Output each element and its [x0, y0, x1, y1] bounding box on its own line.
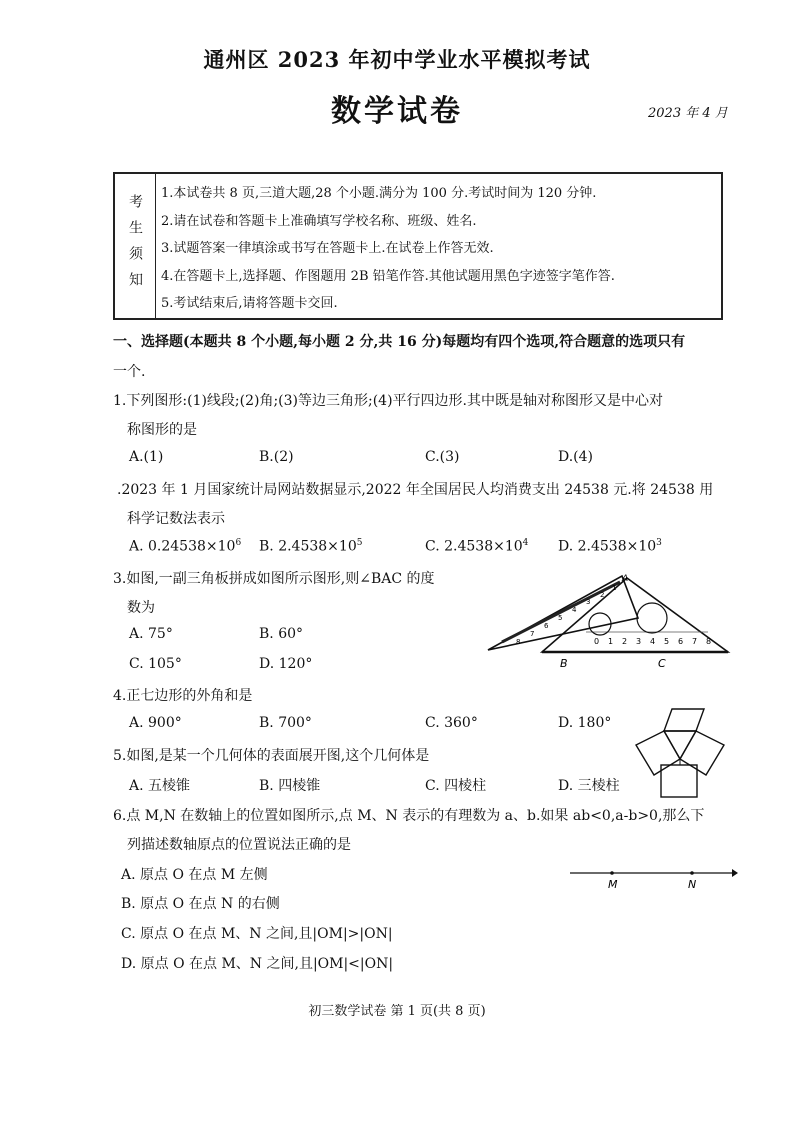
slant-tick-label: 4 — [572, 606, 577, 614]
triangle-face — [664, 731, 696, 759]
question-2-text-cont: 科学记数法表示 — [127, 511, 225, 527]
number-line-figure — [568, 862, 738, 892]
point-b-label: B — [560, 657, 568, 670]
exam-title: 通州区 2023 年初中学业水平模拟考试 — [203, 47, 591, 72]
q4-option-c: C. 360° — [425, 715, 478, 731]
rect-face-top — [664, 709, 704, 731]
q4-option-b: B. 700° — [259, 715, 312, 731]
q3-option-a: A. 75° — [129, 626, 173, 642]
q6-option-b: B. 原点 O 在点 N 的右侧 — [121, 896, 280, 912]
q4-option-d: D. 180° — [558, 715, 612, 731]
q6-option-a: A. 原点 O 在点 M 左侧 — [121, 867, 268, 883]
q2-option-d-base: D. 2.4538×10 — [558, 538, 657, 555]
point-c-label: C — [658, 657, 666, 670]
q2-option-b — [259, 538, 362, 555]
ruler-tick-label: 3 — [636, 637, 642, 646]
question-6-text-cont: 列描述数轴原点的位置说法正确的是 — [127, 837, 351, 853]
triangle-figure — [482, 570, 734, 670]
question-1-text-cont: 称图形的是 — [127, 422, 197, 438]
question-6-text: 6.点 M,N 在数轴上的位置如图所示,点 M、N 表示的有理数为 a、b.如果 ab<0,a-b>0,那么下 — [113, 808, 705, 824]
q3-option-c: C. 105° — [129, 656, 182, 672]
prism-net-figure — [628, 707, 734, 801]
q1-option-d: D.(4) — [558, 449, 594, 465]
page-footer: 初三数学试卷 第 1 页(共 8 页) — [308, 1004, 486, 1019]
ruler-tick-label: 0 — [594, 637, 600, 646]
q5-option-a: A. 五棱锥 — [129, 778, 191, 794]
question-2-text: .2023 年 1 月国家统计局网站数据显示,2022 年全国居民人均消费支出 24538 元.将 24538 用 — [117, 482, 714, 498]
notice-item: 4.在答题卡上,选择题、作图题用 2B 铅笔作答.其他试题用黑色字迹签字笔作答. — [161, 268, 615, 284]
notice-items — [161, 180, 615, 318]
q6-option-c: C. 原点 O 在点 M、N 之间,且|OM|>|ON| — [121, 926, 393, 942]
q1-option-b: B.(2) — [259, 449, 294, 465]
q1-option-c: C.(3) — [425, 449, 460, 465]
notice-label-text: 考生须知 — [127, 194, 143, 298]
ruler-tick-label: 8 — [706, 637, 712, 646]
rect-face-left — [636, 731, 680, 775]
q4-option-a: A. 900° — [129, 715, 182, 731]
section-heading: 一、选择题(本题共 8 个小题,每小题 2 分,共 16 分)每题均有四个选项,符合题意的选项只有 — [113, 334, 686, 350]
q2-option-c-exp: 4 — [522, 538, 529, 548]
point-m — [610, 871, 614, 875]
q2-option-d — [558, 538, 662, 555]
q2-option-b-base: B. 2.4538×10 — [259, 538, 357, 555]
slant-tick-label: 7 — [530, 630, 535, 638]
q6-option-d: D. 原点 O 在点 M、N 之间,且|OM|<|ON| — [121, 956, 394, 972]
notice-item: 3.试题答案一律填涂或书写在答题卡上.在试卷上作答无效. — [161, 241, 494, 256]
q2-option-d-exp: 3 — [656, 538, 662, 548]
q2-option-a-exp: 6 — [235, 538, 242, 548]
notice-item: 1.本试卷共 8 页,三道大题,28 个小题.满分为 100 分.考试时间为 120 分钟. — [161, 186, 597, 201]
question-4-text: 4.正七边形的外角和是 — [113, 688, 253, 704]
q2-option-b-exp: 5 — [356, 538, 363, 548]
question-1-text: 1.下列图形:(1)线段;(2)角;(3)等边三角形;(4)平行四边形.其中既是轴对称图形又是中心对 — [113, 393, 663, 409]
question-5-text: 5.如图,是某一个几何体的表面展开图,这个几何体是 — [113, 748, 430, 764]
notice-box — [113, 172, 723, 320]
ruler-tick-label: 1 — [608, 637, 614, 646]
exam-subtitle: 数学试卷 — [331, 94, 463, 129]
section-heading-cont: 一个. — [113, 364, 146, 380]
number-line-arrow — [732, 869, 738, 877]
notice-label — [115, 174, 156, 318]
point-n — [690, 871, 694, 875]
q1-option-a: A.(1) — [129, 449, 164, 465]
q5-option-d: D. 三棱柱 — [558, 778, 620, 794]
q3-option-b: B. 60° — [259, 626, 304, 642]
slant-tick-label: 1 — [612, 584, 617, 592]
question-3-text-cont: 数为 — [127, 600, 155, 616]
ruler-tick-label: 7 — [692, 637, 698, 646]
q5-option-b: B. 四棱锥 — [259, 778, 321, 794]
ruler-tick-label: 5 — [664, 637, 670, 646]
triangle-hole-circle — [637, 603, 667, 633]
ruler-tick-label: 2 — [622, 637, 628, 646]
question-3-text: 3.如图,一副三角板拼成如图所示图形,则∠BAC 的度 — [113, 571, 435, 587]
rect-face-right — [680, 731, 724, 775]
q2-option-a-base: A. 0.24538×10 — [129, 538, 236, 555]
point-a-label: A — [622, 574, 629, 584]
ruler-tick-label: 6 — [678, 637, 684, 646]
notice-item: 5.考试结束后,请将答题卡交回. — [161, 296, 338, 311]
slant-tick-label: 5 — [558, 614, 563, 622]
slant-tick-label: 3 — [586, 598, 591, 606]
slant-tick-label: 8 — [516, 638, 521, 646]
rect-face-bottom — [661, 765, 697, 797]
q5-option-c: C. 四棱柱 — [425, 778, 487, 794]
notice-item: 2.请在试卷和答题卡上准确填写学校名称、班级、姓名. — [161, 213, 477, 229]
point-n-label: N — [688, 878, 697, 891]
fold-lines — [664, 731, 696, 759]
slant-tick-label: 6 — [544, 622, 549, 630]
point-m-label: M — [608, 878, 618, 891]
q3-option-d: D. 120° — [259, 656, 313, 672]
q2-option-c-base: C. 2.4538×10 — [425, 538, 523, 555]
q2-option-c — [425, 538, 528, 555]
right-isosceles-triangle — [542, 578, 728, 652]
exam-date: 2023 年 4 月 — [648, 106, 728, 121]
q2-option-a — [129, 538, 241, 555]
ruler-tick-label: 4 — [650, 637, 656, 646]
slant-tick-label: 2 — [600, 591, 605, 599]
